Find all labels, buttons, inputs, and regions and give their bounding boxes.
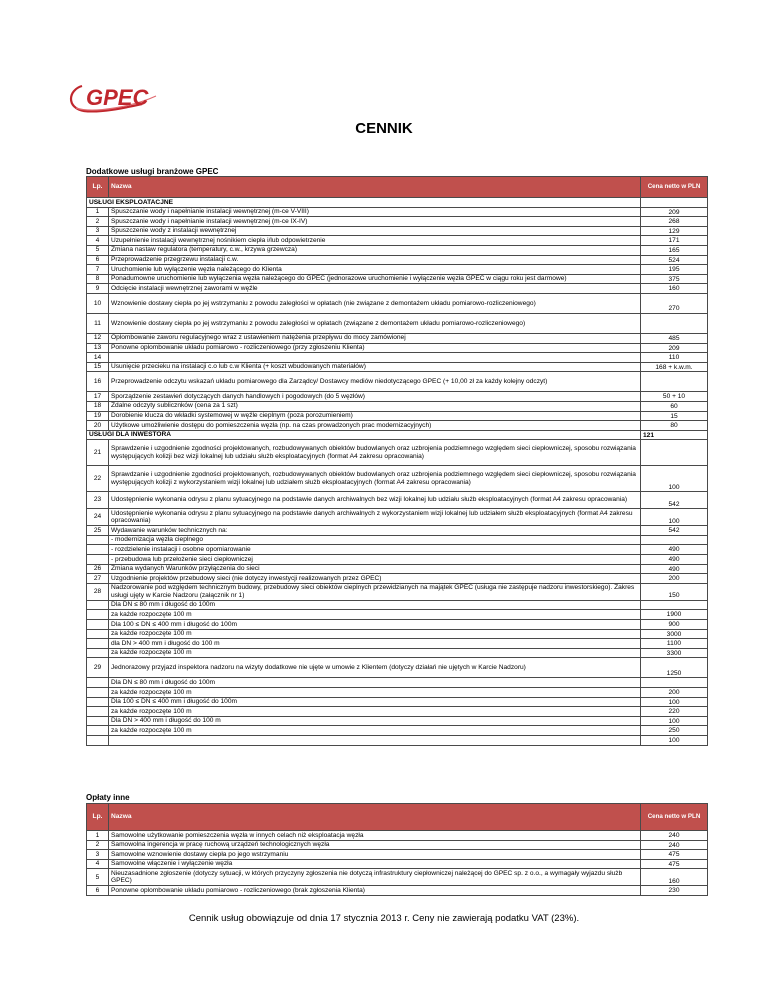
row-name: za każde rozpoczęte 100 m — [109, 707, 641, 717]
row-price: 100 — [641, 466, 708, 492]
row-number: 4 — [87, 236, 109, 246]
row-name: Ponadumowne uruchomienie lub wyłączenia węzła należącego do GPEC (jednorazowe uruchomienie i wyłączenie węzła GPEC w ciągu roku jest darmowe) — [109, 274, 641, 284]
row-name: Użytkowe umożliwienie dostępu do pomieszczenia węzła (np. na czas prowadzonych prac modernizacyjnych) — [109, 421, 641, 431]
row-price: 375 — [641, 274, 708, 284]
row-price: 200 — [641, 688, 708, 698]
section-label: USŁUGI DLA INWESTORA — [87, 430, 641, 440]
row-name: Udostępnienie wykonania odrysu z planu sytuacyjnego na podstawie danych archiwalnych z wykorzystaniem wizji lokalnej lub udziałem służb eksploatacyjnych (format A4 zakresu opracowania) — [109, 509, 641, 526]
row-number: 8 — [87, 274, 109, 284]
row-name — [109, 353, 641, 363]
col-lp-header: Lp. — [87, 177, 109, 198]
row-number: 1 — [87, 207, 109, 217]
row-name: Wznowienie dostawy ciepła po jej wstrzymaniu z powodu zaległości w opłatach (nie związane z demontażem układu pomiarowo-rozliczeniowego) — [109, 293, 641, 313]
table-row — [87, 583, 708, 600]
table-row — [87, 372, 708, 392]
row-price: 195 — [641, 265, 708, 275]
row-number: 23 — [87, 492, 109, 509]
section-row — [87, 430, 708, 440]
table-row — [87, 610, 708, 620]
table-row — [87, 545, 708, 555]
row-name: Jednorazowy przyjazd inspektora nadzoru na wizyty dodatkowe nie ujęte w umowie z Klientem (dotyczy działań nie ujętych w Karcie Nadzoru) — [109, 658, 641, 678]
row-name: Usunięcie przecieku na instalacji c.o lub c.w Klienta (+ koszt wbudowanych materiałów) — [109, 362, 641, 372]
table-row — [87, 255, 708, 265]
row-number: 25 — [87, 526, 109, 536]
row-name: Dla DN ≤ 80 mm i długość do 100m — [109, 600, 641, 610]
row-price: 80 — [641, 421, 708, 431]
row-number: 7 — [87, 265, 109, 275]
row-price: 50 + 10 — [641, 392, 708, 402]
row-name: Samowolne użytkowanie pomieszczenia węzła w innych celach niż eksploatacja węzła — [109, 831, 641, 841]
row-number: 16 — [87, 372, 109, 392]
row-number: 14 — [87, 353, 109, 363]
table-row — [87, 236, 708, 246]
row-price — [641, 600, 708, 610]
row-number: 5 — [87, 869, 109, 886]
row-name: Udostępnienie wykonania odrysu z planu sytuacyjnego na podstawie danych archiwalnych bez wizji lokalnej lub udziału służb eksploatacyjnych (format A4 zakresu opracowania) — [109, 492, 641, 509]
section-title-services: Dodatkowe usługi branżowe GPEC — [86, 167, 219, 176]
table-row — [87, 466, 708, 492]
table-row — [87, 411, 708, 421]
row-number: 21 — [87, 440, 109, 466]
row-price: 100 — [641, 509, 708, 526]
row-price: 240 — [641, 840, 708, 850]
row-number: 4 — [87, 859, 109, 869]
other-fees-table — [86, 803, 708, 896]
row-number — [87, 545, 109, 555]
row-number: 10 — [87, 293, 109, 313]
row-number: 6 — [87, 255, 109, 265]
row-price: 1900 — [641, 610, 708, 620]
row-name: dla DN > 400 mm i długość do 100 m — [109, 639, 641, 649]
row-price — [641, 372, 708, 392]
table-row — [87, 600, 708, 610]
row-number: 3 — [87, 226, 109, 236]
row-price: 129 — [641, 226, 708, 236]
row-name: Przeprowadzenie przegrzewu instalacji c.w. — [109, 255, 641, 265]
row-name: Dla DN > 400 mm i długość do 100 m — [109, 716, 641, 726]
services-table — [86, 176, 708, 746]
table-row — [87, 678, 708, 688]
row-number: 20 — [87, 421, 109, 431]
table-row — [87, 564, 708, 574]
row-price: 524 — [641, 255, 708, 265]
row-number — [87, 678, 109, 688]
table-row — [87, 284, 708, 294]
row-price — [641, 535, 708, 545]
table-row — [87, 313, 708, 333]
row-name: Sporządzenie zestawień dotyczących danych handlowych i pogodowych (do 5 węzłów) — [109, 392, 641, 402]
row-number — [87, 726, 109, 736]
row-name: Uzgodnienie projektów przebudowy sieci (nie dotyczy inwestycji realizowanych przez GPEC) — [109, 574, 641, 584]
row-name: Dla 100 ≤ DN ≤ 400 mm i długość do 100m — [109, 620, 641, 630]
col-price-header: Cena netto w PLN — [641, 177, 708, 198]
table-row — [87, 217, 708, 227]
row-number: 1 — [87, 831, 109, 841]
row-name: Zmiana wydanych Warunków przyłączenia do sieci — [109, 564, 641, 574]
row-name: Spuszczanie wody i napełnianie instalacji wewnętrznej (m-ce V-VIII) — [109, 207, 641, 217]
row-price: 150 — [641, 583, 708, 600]
row-price: 160 — [641, 284, 708, 294]
table-row — [87, 620, 708, 630]
row-number — [87, 555, 109, 565]
row-price — [641, 198, 708, 208]
row-number — [87, 716, 109, 726]
row-number — [87, 697, 109, 707]
row-name: Spuszczanie wody i napełnianie instalacji wewnętrznej (m-ce IX-IV) — [109, 217, 641, 227]
table-row — [87, 226, 708, 236]
row-number — [87, 600, 109, 610]
row-number: 9 — [87, 284, 109, 294]
table-row — [87, 648, 708, 658]
row-price: 168 + k.w.m. — [641, 362, 708, 372]
row-name: Nadzorowanie pod względem technicznym budowy, przebudowy sieci obiektów cieplnych przewidzianych na majątek GPEC (usługa nie zastępuje nadzoru inwestorskiego). Zakres usługi ujęty w Karcie Nadzoru (załącznik nr 1) — [109, 583, 641, 600]
row-number: 19 — [87, 411, 109, 421]
table-row — [87, 343, 708, 353]
footer-note: Cennik usług obowiązuje od dnia 17 stycznia 2013 r. Ceny nie zawierają podatku VAT (23%). — [188, 913, 580, 924]
col-lp-header: Lp. — [87, 804, 109, 831]
row-number — [87, 629, 109, 639]
row-number: 13 — [87, 343, 109, 353]
row-price: 100 — [641, 697, 708, 707]
row-number: 5 — [87, 245, 109, 255]
table-row — [87, 245, 708, 255]
row-price: 3300 — [641, 648, 708, 658]
table-row — [87, 293, 708, 313]
row-name: za każde rozpoczęte 100 m — [109, 610, 641, 620]
row-number: 17 — [87, 392, 109, 402]
row-name: Uzupełnienie instalacji wewnętrznej nośnikiem ciepła i/lub odpowietrzenie — [109, 236, 641, 246]
table-row — [87, 840, 708, 850]
table-row — [87, 526, 708, 536]
row-name: Dla 100 ≤ DN ≤ 400 mm i długość do 100m — [109, 697, 641, 707]
row-number: 28 — [87, 583, 109, 600]
table-row — [87, 697, 708, 707]
col-name-header: Nazwa — [109, 804, 641, 831]
row-price: 60 — [641, 401, 708, 411]
row-price — [641, 678, 708, 688]
row-price: 268 — [641, 217, 708, 227]
row-number: 15 — [87, 362, 109, 372]
table-row — [87, 869, 708, 886]
table-row — [87, 392, 708, 402]
document-title: CENNIK — [355, 120, 413, 137]
row-price: 900 — [641, 620, 708, 630]
logo-text: GPEC — [86, 85, 149, 110]
col-name-header: Nazwa — [109, 177, 641, 198]
row-price — [641, 313, 708, 333]
row-number: 3 — [87, 850, 109, 860]
table-row — [87, 886, 708, 896]
table-row — [87, 421, 708, 431]
row-number: 18 — [87, 401, 109, 411]
row-price: 490 — [641, 555, 708, 565]
row-name: Zmiana nastaw regulatora (temperatury, c.w., krzywa grzewcza) — [109, 245, 641, 255]
row-price: 485 — [641, 333, 708, 343]
row-price: 110 — [641, 353, 708, 363]
row-name: Ponowne oplombowanie układu pomiarowo - rozliczeniowego (przy zgłoszeniu Klienta) — [109, 343, 641, 353]
row-name: Nieuzasadnione zgłoszenie (dotyczy sytuacji, w których przyczyny zgłoszenia nie dotyczą infrastruktury ciepłowniczej należącej do GPEC sp. z o.o., a wymagały wyjazdu służb GPEC) — [109, 869, 641, 886]
gpec-logo — [64, 78, 176, 116]
row-price: 100 — [641, 735, 708, 745]
table-row — [87, 707, 708, 717]
col-price-header: Cena netto w PLN — [641, 804, 708, 831]
row-name: Wydawanie warunków technicznych na: — [109, 526, 641, 536]
row-price: 230 — [641, 886, 708, 896]
row-price: 542 — [641, 492, 708, 509]
table-row — [87, 207, 708, 217]
table-row — [87, 629, 708, 639]
row-price: 250 — [641, 726, 708, 736]
row-price: 121 — [641, 430, 708, 440]
row-number — [87, 707, 109, 717]
row-name — [109, 735, 641, 745]
table-row — [87, 265, 708, 275]
row-name: Odcięcie instalacji wewnętrznej zaworami w węźle — [109, 284, 641, 294]
row-price: 165 — [641, 245, 708, 255]
table-row — [87, 492, 708, 509]
row-number: 6 — [87, 886, 109, 896]
row-name: Samowolne włączenie i wyłączenie węzła — [109, 859, 641, 869]
table-row — [87, 574, 708, 584]
row-name: Ponowne oplombowanie układu pomiarowo - rozliczeniowego (brak zgłoszenia Klienta) — [109, 886, 641, 896]
table-row — [87, 333, 708, 343]
section-label: USŁUGI EKSPLOATACJNE — [87, 198, 641, 208]
table-row — [87, 401, 708, 411]
row-price: 220 — [641, 707, 708, 717]
table-row — [87, 658, 708, 678]
row-name: Samowolne wznowienie dostawy ciepła po jego wstrzymaniu — [109, 850, 641, 860]
row-price: 209 — [641, 207, 708, 217]
row-price: 171 — [641, 236, 708, 246]
row-price: 15 — [641, 411, 708, 421]
row-number — [87, 648, 109, 658]
table-row — [87, 440, 708, 466]
row-name: Przeprowadzenie odczytu wskazań układu pomiarowego dla Zarządcy/ Dostawcy mediów niedotyczącego GPEC (+ 10,00 zł za każdy kolejny odczyt) — [109, 372, 641, 392]
table-row — [87, 726, 708, 736]
table-row — [87, 362, 708, 372]
table-row — [87, 688, 708, 698]
row-name: Samowolna ingerencja w pracę ruchową urządzeń technologicznych węzła — [109, 840, 641, 850]
row-price: 270 — [641, 293, 708, 313]
row-number: 27 — [87, 574, 109, 584]
table-row — [87, 831, 708, 841]
row-number: 12 — [87, 333, 109, 343]
row-name: Uruchomienie lub wyłączenie węzła należącego do Klienta — [109, 265, 641, 275]
table-row — [87, 735, 708, 745]
row-number — [87, 610, 109, 620]
section-title-other-fees: Opłaty inne — [86, 793, 130, 802]
row-price: 200 — [641, 574, 708, 584]
table-row — [87, 716, 708, 726]
section-row — [87, 198, 708, 208]
table-row — [87, 535, 708, 545]
row-number — [87, 535, 109, 545]
row-price: 209 — [641, 343, 708, 353]
row-number — [87, 639, 109, 649]
row-number: 26 — [87, 564, 109, 574]
row-price: 160 — [641, 869, 708, 886]
row-number: 2 — [87, 217, 109, 227]
table-row — [87, 639, 708, 649]
row-number — [87, 620, 109, 630]
row-name: za każde rozpoczęte 100 m — [109, 688, 641, 698]
row-name: - modernizacja węzła cieplnego — [109, 535, 641, 545]
row-name: za każde rozpoczęte 100 m — [109, 726, 641, 736]
row-number: 2 — [87, 840, 109, 850]
row-price: 475 — [641, 859, 708, 869]
row-number: 29 — [87, 658, 109, 678]
row-price: 490 — [641, 564, 708, 574]
row-number: 11 — [87, 313, 109, 333]
row-price: 475 — [641, 850, 708, 860]
row-name: Dla DN ≤ 80 mm i długość do 100m — [109, 678, 641, 688]
row-name: Oplombowanie zaworu regulacyjnego wraz z ustawieniem natężenia przepływu do mocy zamówionej — [109, 333, 641, 343]
row-number: 22 — [87, 466, 109, 492]
row-price: 240 — [641, 831, 708, 841]
row-name: - przebudowa lub przełożenie sieci ciepłowniczej — [109, 555, 641, 565]
row-price: 3000 — [641, 629, 708, 639]
row-name: Wznowienie dostawy ciepła po jej wstrzymaniu z powodu zaległości w opłatach (związane z demontażem układu pomiarowo-rozliczeniowego) — [109, 313, 641, 333]
row-name: Dorobienie klucza do wkładki systemowej w węźle cieplnym (poza porozumieniem) — [109, 411, 641, 421]
table-row — [87, 859, 708, 869]
row-number — [87, 688, 109, 698]
row-name: za każde rozpoczęte 100 m — [109, 648, 641, 658]
row-name: Sprawdzenie i uzgodnienie zgodności projektowanych, rozbudowywanych obiektów budowlanych oraz uzbrojenia podziemnego względem sieci ciepłowniczej, sposobu rozwiązania występujących kolizji bez wizji lokalnej lub udziału służb eksploatacyjnych (format A4 zakresu opracowania) — [109, 440, 641, 466]
row-price: 542 — [641, 526, 708, 536]
table-row — [87, 850, 708, 860]
table-row — [87, 555, 708, 565]
table-row — [87, 274, 708, 284]
row-price — [641, 440, 708, 466]
row-number: 24 — [87, 509, 109, 526]
table-row — [87, 353, 708, 363]
row-name: Spuszczenie wody z instalacji wewnętrznej — [109, 226, 641, 236]
row-price: 1250 — [641, 658, 708, 678]
row-name: Sprawdzanie i uzgodnienie zgodności projektowanych, rozbudowywanych obiektów budowlanych oraz uzbrojenia podziemnego względem sieci ciepłowniczej, sposobu rozwiązania występujących kolizji z wykorzystaniem wizji lokalnej lub udziałem służb eksploatacyjnych (format A4 zakresu opracowania) — [109, 466, 641, 492]
row-name: - rozdzielenie instalacji i osobne opomiarowanie — [109, 545, 641, 555]
table-row — [87, 509, 708, 526]
row-price: 100 — [641, 716, 708, 726]
row-name: Zdalne odczyty sublicznków (cena za 1 szt) — [109, 401, 641, 411]
row-number — [87, 735, 109, 745]
row-price: 490 — [641, 545, 708, 555]
row-price: 1100 — [641, 639, 708, 649]
row-name: za każde rozpoczęte 100 m — [109, 629, 641, 639]
